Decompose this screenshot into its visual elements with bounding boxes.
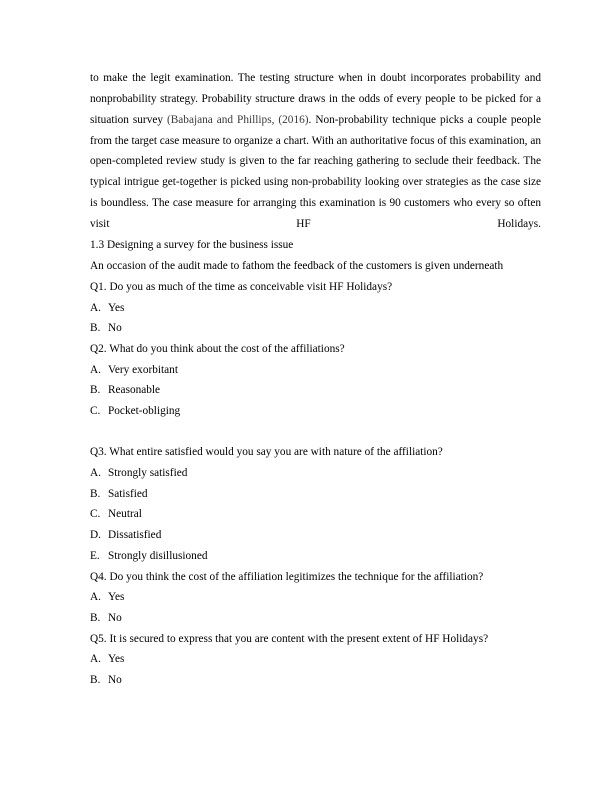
citation: (Babajana and Phillips, (2016) bbox=[167, 113, 309, 126]
option-letter: A. bbox=[90, 364, 101, 376]
option-text: Pocket-obliging bbox=[108, 405, 181, 417]
option-letter: B. bbox=[90, 488, 101, 500]
option-letter: A. bbox=[90, 591, 101, 603]
question-5: Q5. It is secured to express that you are content with the present extent of HF Holidays? bbox=[90, 633, 489, 645]
question-4: Q4. Do you think the cost of the affiliation legitimizes the technique for the affiliation? bbox=[90, 571, 484, 583]
intro-text-end: . Non-probability technique picks a couple people from the target case measure to organize a chart. With an authoritative focus of this examination, an open-completed review study is given to the far reaching gathering to seclude their feedback. The typical intrigue get-together is picked using non-probability looking over strategies as the case size is boundless. The case measure for arranging this examination is 90 customers who every so often visit HF Holidays. bbox=[90, 113, 542, 230]
option-letter: B. bbox=[90, 322, 101, 334]
question-1: Q1. Do you as much of the time as conceivable visit HF Holidays? bbox=[90, 281, 393, 293]
option-letter: B. bbox=[90, 612, 101, 624]
option-text: No bbox=[108, 674, 122, 686]
question-2: Q2. What do you think about the cost of the affiliations? bbox=[90, 343, 345, 355]
option-text: Neutral bbox=[108, 508, 142, 520]
option-text: Yes bbox=[108, 302, 125, 314]
intro-paragraph bbox=[90, 68, 541, 235]
option-letter: A. bbox=[90, 653, 101, 665]
option-letter: B. bbox=[90, 384, 101, 396]
option-letter: E. bbox=[90, 550, 100, 562]
intro-text-start: to make the legit examination. The testing structure when in doubt incorporates probability and nonprobability strategy. Probability structure draws in the odds of every people to be picked for a situation survey bbox=[90, 72, 541, 126]
option-letter: D. bbox=[90, 529, 101, 541]
option-text: Reasonable bbox=[108, 384, 161, 396]
option-text: Strongly satisfied bbox=[108, 467, 188, 479]
question-3: Q3. What entire satisfied would you say you are with nature of the affiliation? bbox=[90, 446, 443, 458]
option-text: Strongly disillusioned bbox=[108, 550, 208, 562]
survey-intro: An occasion of the audit made to fathom the feedback of the customers is given underneath bbox=[90, 260, 504, 272]
option-text: Satisfied bbox=[108, 488, 148, 500]
option-text: Very exorbitant bbox=[108, 364, 178, 376]
option-text: Dissatisfied bbox=[108, 529, 162, 541]
option-letter: B. bbox=[90, 674, 101, 686]
option-text: No bbox=[108, 322, 122, 334]
option-letter: A. bbox=[90, 302, 101, 314]
option-letter: A. bbox=[90, 467, 101, 479]
option-text: Yes bbox=[108, 653, 125, 665]
section-heading: 1.3 Designing a survey for the business issue bbox=[90, 239, 294, 251]
option-text: No bbox=[108, 612, 122, 624]
option-letter: C. bbox=[90, 405, 101, 417]
option-text: Yes bbox=[108, 591, 125, 603]
option-letter: C. bbox=[90, 508, 101, 520]
